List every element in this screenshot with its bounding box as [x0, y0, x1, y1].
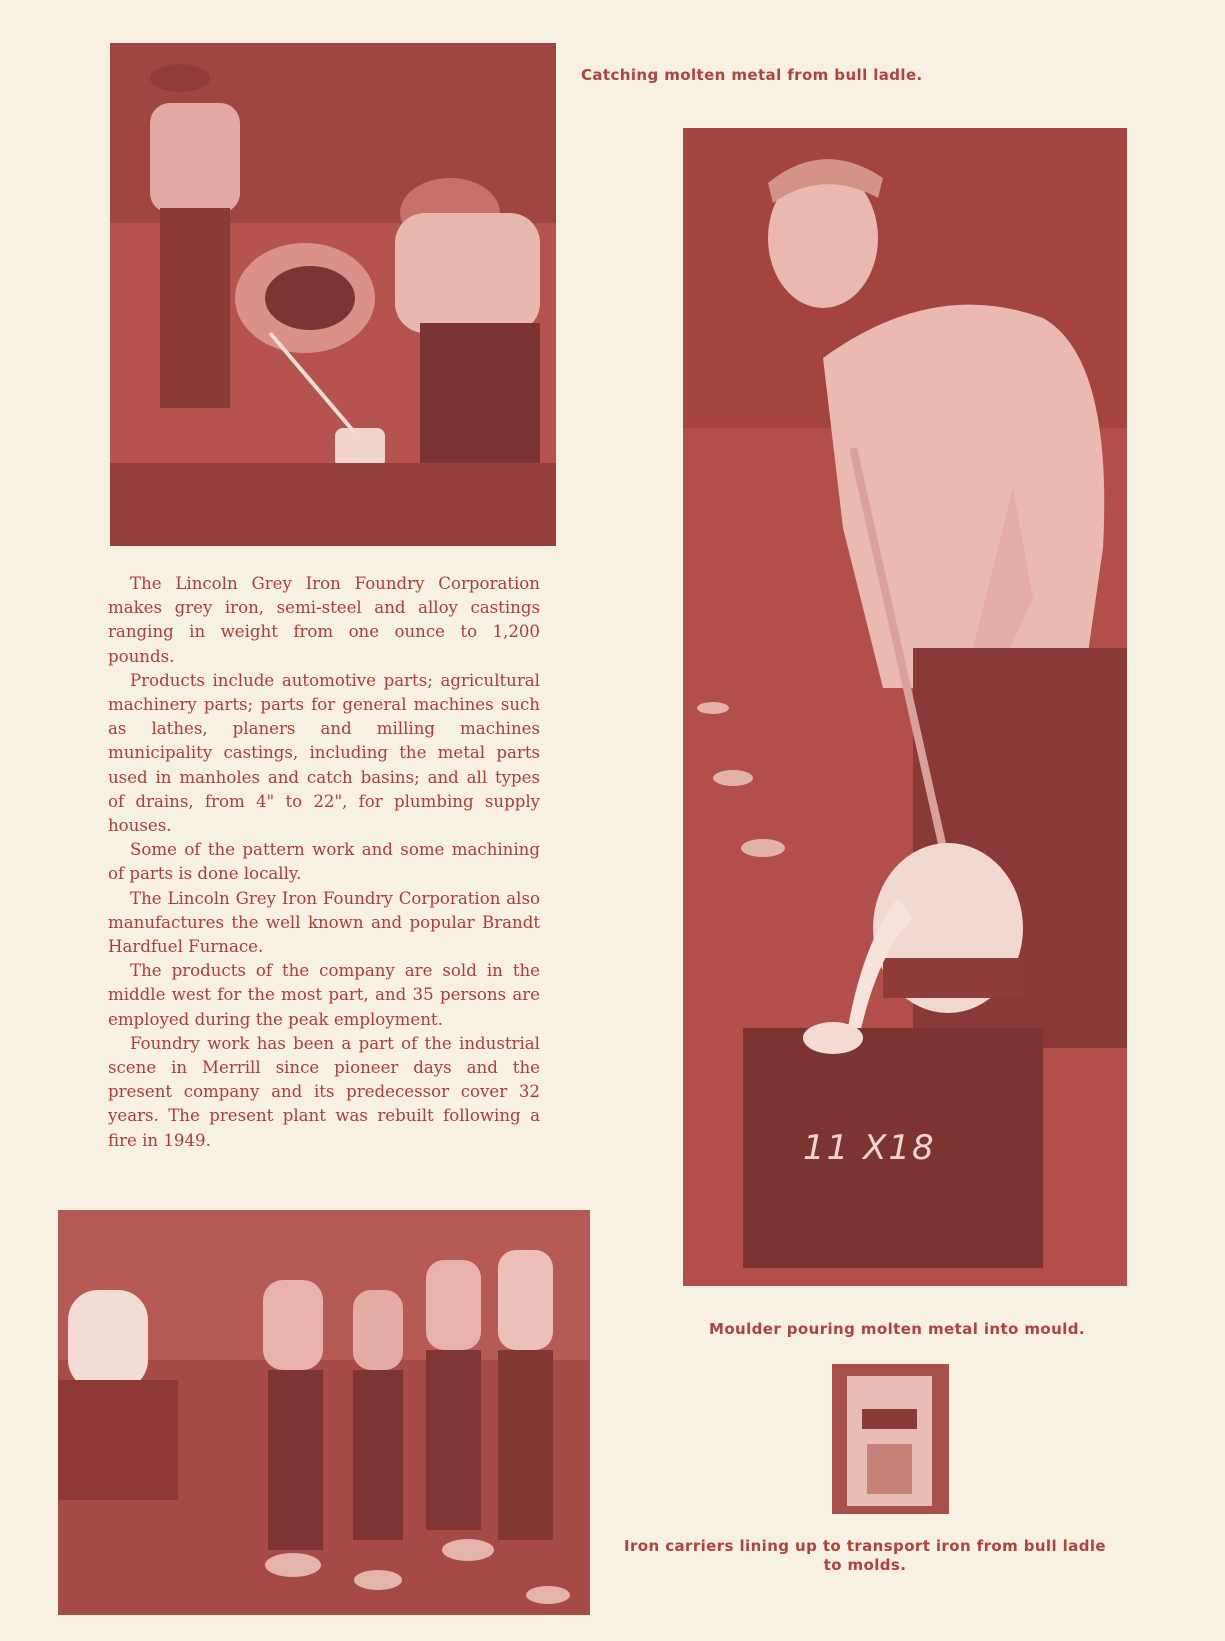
paragraph: The Lincoln Grey Iron Foundry Corporation also manufactures the well known and popular Brandt Hardfuel Furnace.: [108, 888, 540, 957]
caption-catching-metal: Catching molten metal from bull ladle.: [581, 66, 923, 84]
paragraph: Some of the pattern work and some machining of parts is done locally.: [108, 840, 540, 884]
paragraph: The products of the company are sold in the middle west for the most part, and 35 persons are employed during the peak employment.: [108, 961, 540, 1029]
paragraph: Products include automotive parts; agricultural machinery parts; parts for general machines such as lathes, planers and milling machines municipality castings, including the metal parts used in manholes and catch basins; and all types of drains, from 4" to 22", for plumbing supply houses.: [108, 670, 540, 836]
photo-stove: [832, 1364, 949, 1514]
photo-iron-carriers: [58, 1210, 590, 1615]
photo-moulder-pouring: [683, 128, 1127, 1286]
mould-label: 11 X18: [803, 1128, 936, 1168]
paragraph: The Lincoln Grey Iron Foundry Corporation makes grey iron, semi-steel and alloy castings ranging in weight from one ounce to 1,200 pounds.: [108, 574, 540, 666]
caption-iron-carriers: Iron carriers lining up to transport iron from bull ladle to molds.: [624, 1537, 1106, 1574]
photo-catching-metal: [110, 43, 556, 546]
article-body: [108, 572, 540, 1153]
caption-moulder-pouring: Moulder pouring molten metal into mould.: [709, 1320, 1085, 1338]
paragraph: Foundry work has been a part of the industrial scene in Merrill since pioneer days and the present company and its predecessor cover 32 years. The present plant was rebuilt following a fire in 1949.: [108, 1033, 540, 1150]
